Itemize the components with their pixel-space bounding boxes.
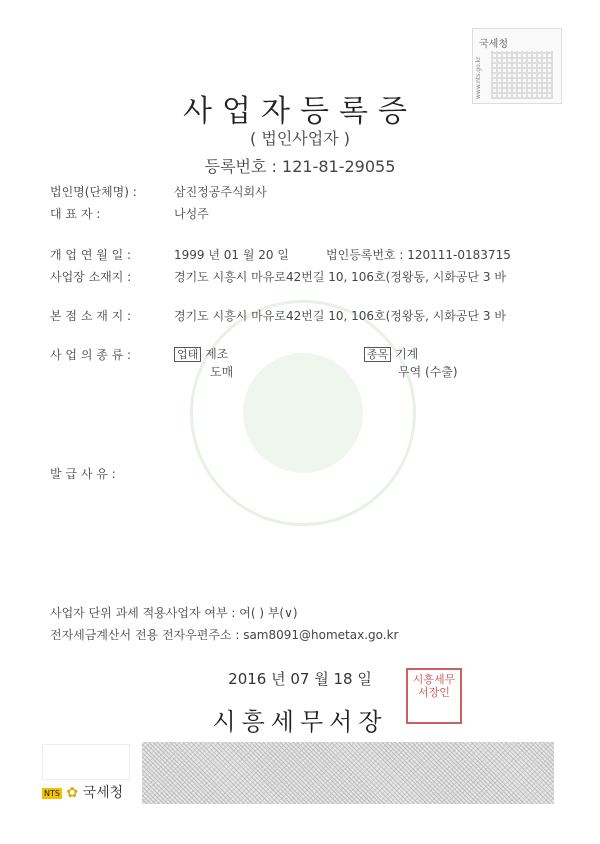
qr-url: www.nts.go.kr [475,56,482,99]
email-value: sam8091@hometax.go.kr [243,628,399,642]
document-title: 사업자등록증 [183,94,417,129]
open-date-value: 1999 년 01 월 20 일 [174,248,289,262]
corp-reg-row [326,246,511,263]
biz-addr-label: 사업장 소재지 : [50,270,132,284]
qr-nts-label: 국세청 [479,39,508,50]
uptae-value-1: 제조 [205,347,229,361]
uptae-tag: 업태 [174,347,201,362]
flower-icon: ✿ [66,785,79,801]
nts-logo-label: 국세청 [82,785,124,801]
jongmok-value-1: 기계 [395,347,419,361]
unit-tax-label: 사업자 단위 과세 적용사업자 여부 : [50,606,236,620]
corp-name-value: 삼진정공주식회사 [174,185,267,199]
jongmok-tag: 종목 [364,347,391,362]
security-pattern [142,742,554,804]
issue-reason-label: 발 급 사 유 : [50,467,116,481]
uptae-value-2: 도매 [210,365,234,379]
open-date-label: 개 업 연 월 일 : [50,248,132,262]
corp-name-row [50,183,267,200]
biz-addr-value: 경기도 시흥시 마유로42번길 10, 106호(정왕동, 시화공단 3 바 [174,270,506,284]
tax-office-name: 시흥세무서장 [212,708,388,736]
logo-box [42,744,130,780]
email-label: 전자세금계산서 전용 전자우편주소 : [50,628,240,642]
registration-number-label: 등록번호 : [204,157,277,176]
ceo-value: 나성주 [174,207,209,221]
nts-badge: NTS [44,788,60,798]
hq-addr-label: 본 점 소 재 지 : [50,309,132,323]
corp-name-label: 법인명(단체명) : [50,185,137,199]
issue-date: 2016 년 07 월 18 일 [228,670,372,688]
corp-reg-label: 법인등록번호 : [326,248,404,262]
biz-addr-row [50,268,506,285]
unit-tax-value: 여( ) 부(∨) [239,606,298,620]
jongmok-line-1 [364,345,418,362]
email-row [50,626,398,643]
unit-tax-row [50,604,298,621]
registration-number-value: 121-81-29055 [282,157,396,176]
ceo-row [50,205,209,222]
jongmok-value-2: 무역 (수출) [398,365,458,379]
uptae-line-1 [174,345,228,362]
hq-addr-value: 경기도 시흥시 마유로42번길 10, 106호(정왕동, 시화공단 3 바 [174,309,506,323]
corp-reg-value: 120111-0183715 [407,248,511,262]
registration-number [0,154,600,177]
document-subtitle: ( 법인사업자 ) [250,129,350,148]
ceo-label: 대 표 자 : [50,207,101,221]
official-seal: 시흥세무서장인 [406,668,462,724]
nts-watermark [190,300,419,526]
biz-type-label: 사 업 의 종 류 : [50,348,132,362]
nts-logo [42,782,123,802]
hq-addr-row [50,307,506,324]
open-date-row [50,246,289,263]
